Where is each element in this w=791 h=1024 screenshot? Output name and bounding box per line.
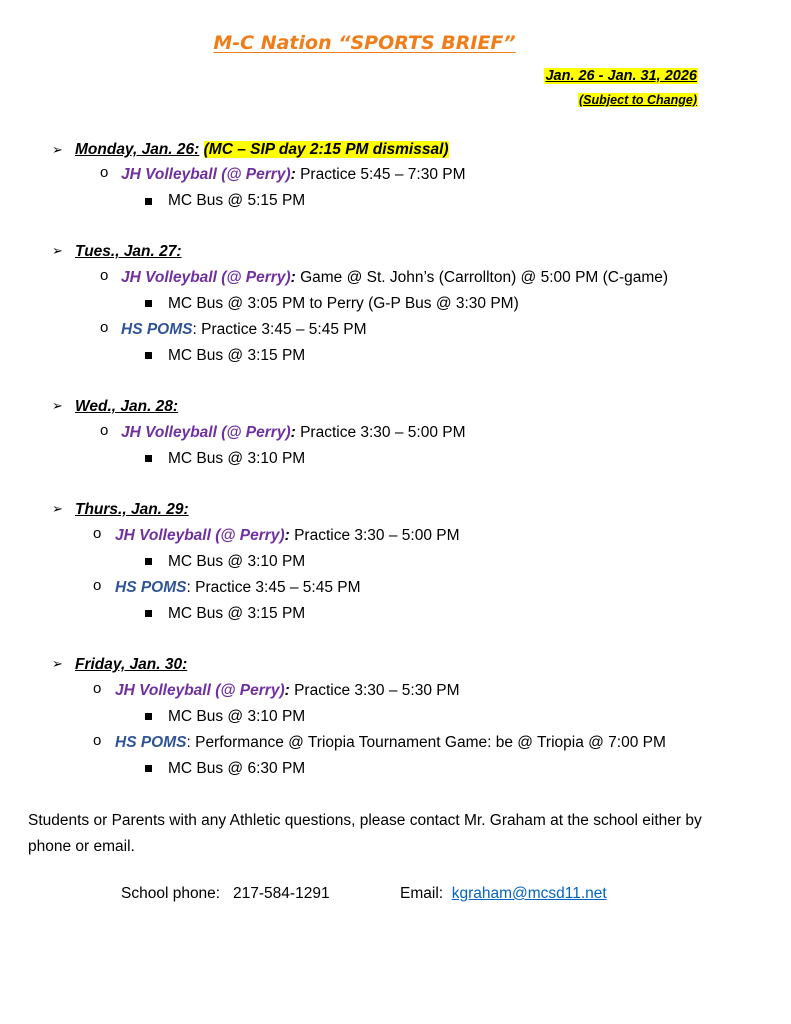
circle-bullet-icon: o	[100, 267, 109, 284]
arrow-bullet-icon: ➢	[52, 142, 63, 157]
bus-time: MC Bus @ 3:15 PM	[168, 605, 306, 622]
arrow-bullet-icon: ➢	[52, 398, 63, 413]
team-name: JH Volleyball (@ Perry)	[115, 682, 285, 699]
date-range: Jan. 26 - Jan. 31, 2026	[545, 68, 697, 84]
square-bullet-icon	[145, 713, 152, 720]
day-thursday	[75, 500, 189, 520]
event-item: HS POMS: Practice 3:45 – 5:45 PM	[121, 321, 367, 338]
event-item: JH Volleyball (@ Perry): Practice 3:30 – 5:00 PM	[115, 527, 460, 544]
event-item: HS POMS: Performance @ Triopia Tournament Game: be @ Triopia @ 7:00 PM	[115, 734, 666, 751]
circle-bullet-icon: o	[93, 525, 102, 542]
day-note: (MC – SIP day 2:15 PM dismissal)	[203, 141, 449, 158]
event-detail: Practice 3:45 – 5:45 PM	[196, 321, 367, 338]
event-detail: Practice 3:45 – 5:45 PM	[190, 579, 361, 596]
square-bullet-icon	[145, 558, 152, 565]
team-name: JH Volleyball (@ Perry)	[121, 166, 291, 183]
event-item: JH Volleyball (@ Perry): Game @ St. John’s (Carrollton) @ 5:00 PM (C-game)	[121, 269, 669, 286]
team-name: HS POMS	[115, 579, 187, 596]
contact-message: Students or Parents with any Athletic questions, please contact Mr. Graham at the school either by phone or email.	[28, 812, 702, 855]
event-detail: Game @ St. John’s (Carrollton) @ 5:00 PM (C-game)	[295, 269, 669, 286]
bus-time: MC Bus @ 6:30 PM	[168, 760, 306, 777]
school-phone	[121, 884, 330, 904]
square-bullet-icon	[145, 610, 152, 617]
circle-bullet-icon: o	[100, 319, 109, 336]
circle-bullet-icon: o	[100, 164, 109, 181]
square-bullet-icon	[145, 198, 152, 205]
subject-to-change-note: (Subject to Change)	[578, 93, 697, 107]
team-name: JH Volleyball (@ Perry)	[121, 424, 291, 441]
circle-bullet-icon: o	[93, 732, 102, 749]
event-item: HS POMS: Practice 3:45 – 5:45 PM	[115, 579, 361, 596]
bus-time: MC Bus @ 3:15 PM	[168, 347, 306, 364]
day-label: Tues., Jan. 27:	[75, 243, 182, 260]
bus-time: MC Bus @ 3:05 PM to Perry (G-P Bus @ 3:30 PM)	[168, 295, 519, 312]
day-label: Thurs., Jan. 29:	[75, 501, 189, 518]
square-bullet-icon	[145, 352, 152, 359]
arrow-bullet-icon: ➢	[52, 656, 63, 671]
day-tuesday	[75, 242, 182, 262]
event-item: JH Volleyball (@ Perry): Practice 3:30 – 5:00 PM	[121, 424, 466, 441]
team-name: JH Volleyball (@ Perry)	[121, 269, 291, 286]
team-name: HS POMS	[115, 734, 187, 751]
document-title: M-C Nation “SPORTS BRIEF”	[213, 32, 516, 54]
team-name: JH Volleyball (@ Perry)	[115, 527, 285, 544]
event-detail: Performance @ Triopia Tournament Game: be @ Triopia @ 7:00 PM	[190, 734, 666, 751]
bus-time: MC Bus @ 3:10 PM	[168, 553, 306, 570]
day-label: Wed., Jan. 28:	[75, 398, 179, 415]
square-bullet-icon	[145, 455, 152, 462]
square-bullet-icon	[145, 765, 152, 772]
event-detail: Practice 3:30 – 5:30 PM	[289, 682, 460, 699]
team-name: HS POMS	[121, 321, 193, 338]
day-label: Monday, Jan. 26:	[75, 141, 200, 158]
circle-bullet-icon: o	[100, 422, 109, 439]
event-detail: Practice 5:45 – 7:30 PM	[295, 166, 466, 183]
day-friday	[75, 655, 187, 675]
event-item: JH Volleyball (@ Perry): Practice 3:30 – 5:30 PM	[115, 682, 460, 699]
event-detail: Practice 3:30 – 5:00 PM	[289, 527, 460, 544]
day-wednesday	[75, 397, 178, 417]
bus-time: MC Bus @ 3:10 PM	[168, 450, 306, 467]
event-detail: Practice 3:30 – 5:00 PM	[295, 424, 466, 441]
phone-number: 217-584-1291	[233, 885, 330, 902]
circle-bullet-icon: o	[93, 577, 102, 594]
day-label: Friday, Jan. 30:	[75, 656, 188, 673]
circle-bullet-icon: o	[93, 680, 102, 697]
arrow-bullet-icon: ➢	[52, 243, 63, 258]
phone-label: School phone:	[121, 885, 221, 902]
arrow-bullet-icon: ➢	[52, 501, 63, 516]
email-link[interactable]: kgraham@mcsd11.net	[451, 885, 607, 902]
bus-time: MC Bus @ 5:15 PM	[168, 192, 306, 209]
bus-time: MC Bus @ 3:10 PM	[168, 708, 306, 725]
school-email	[400, 884, 607, 904]
email-label: Email:	[400, 885, 444, 902]
square-bullet-icon	[145, 300, 152, 307]
event-item: JH Volleyball (@ Perry): Practice 5:45 – 7:30 PM	[121, 166, 466, 183]
